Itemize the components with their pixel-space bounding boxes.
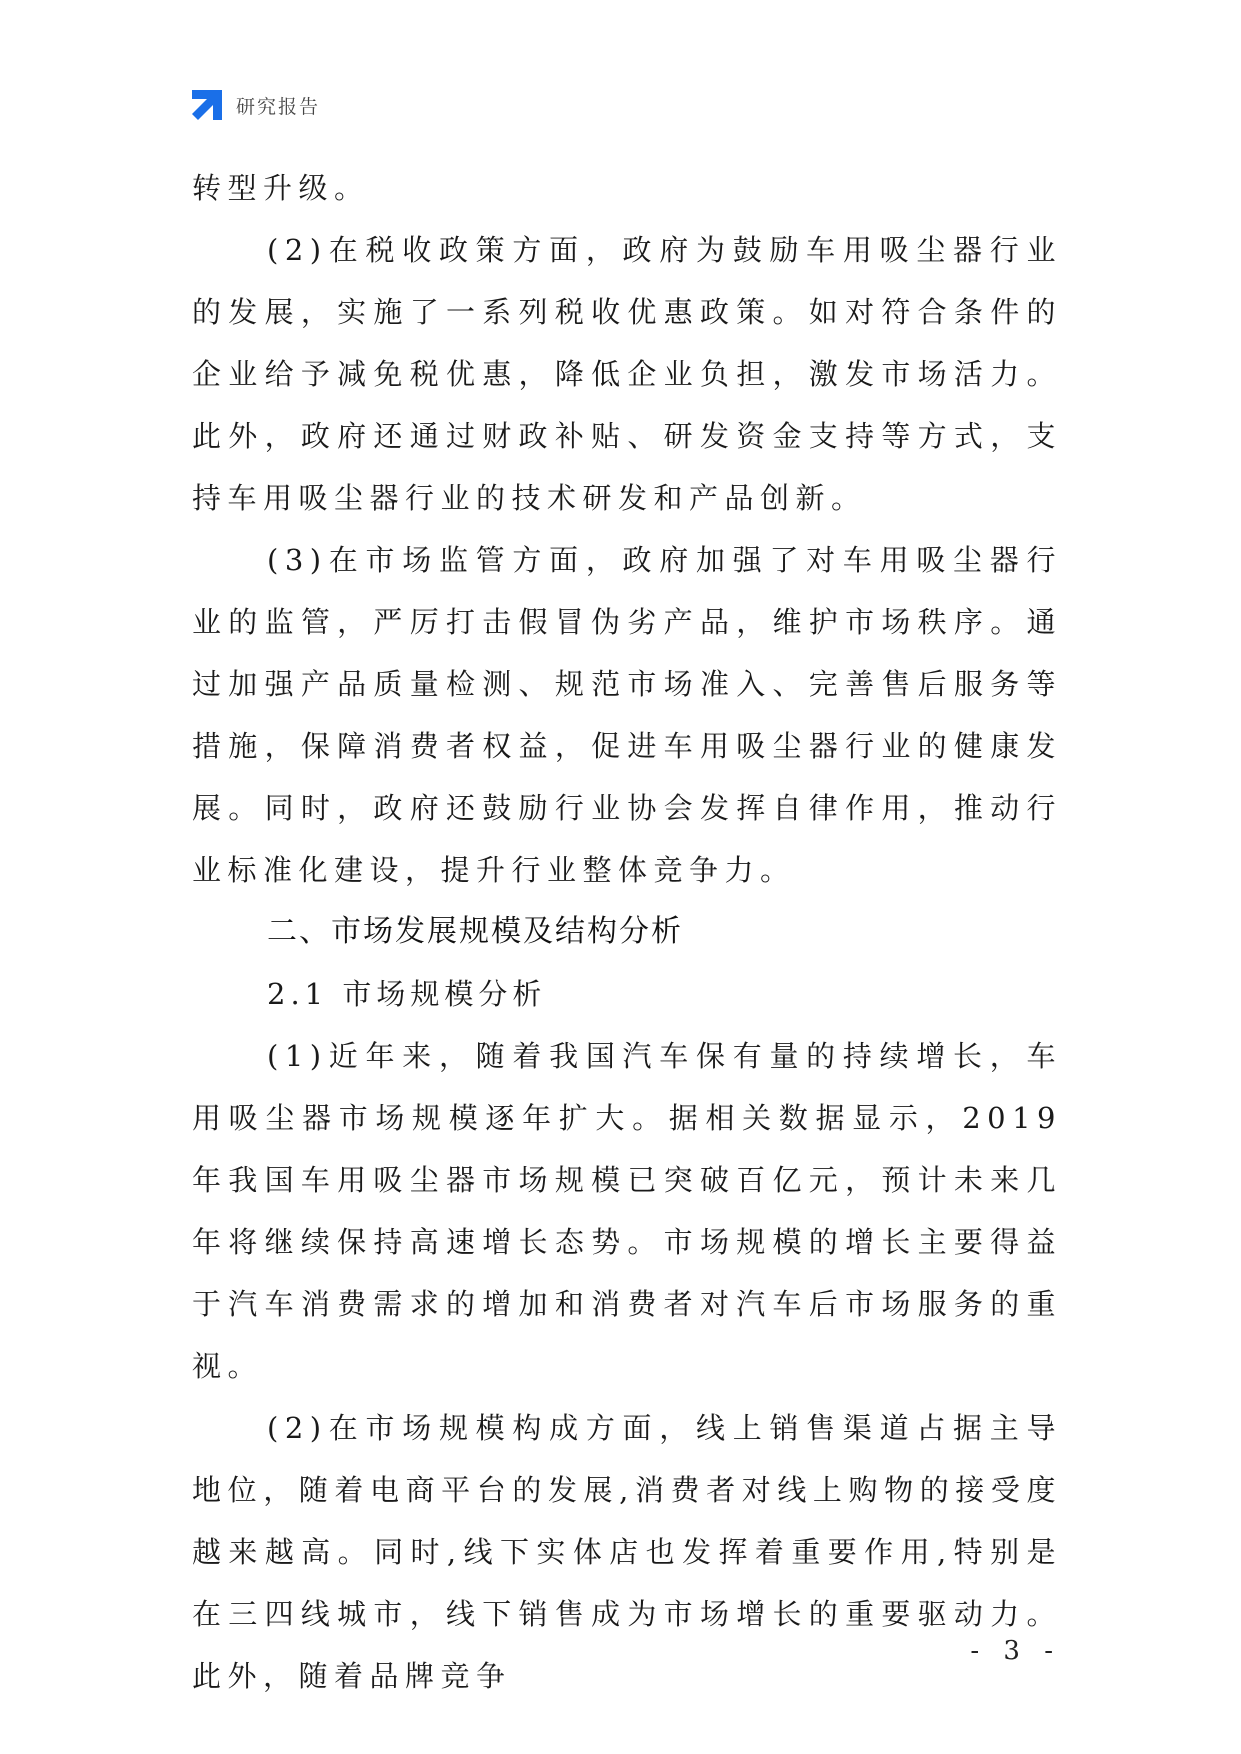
paragraph-market-supervision: (3)在市场监管方面，政府加强了对车用吸尘器行业的监管，严厉打击假冒伪劣产品，维护市场秩序。通过加强产品质量检测、规范市场准入、完善售后服务等措施，保障消费者权益，促进车用吸尘器行业的健康发展。同时，政府还鼓励行业协会发挥自律作用，推动行业标准化建设，提升行业整体竞争力。: [192, 543, 1062, 887]
page-number: - 3 -: [970, 1636, 1061, 1666]
paragraph-continuation: 转型升级。: [192, 171, 370, 205]
arrow-logo-icon: [190, 88, 224, 122]
page-header: [190, 88, 320, 122]
paragraph-tax-policy: (2)在税收政策方面，政府为鼓励车用吸尘器行业的发展，实施了一系列税收优惠政策。如对符合条件的企业给予减免税优惠，降低企业负担，激发市场活力。此外，政府还通过财政补贴、研发资金支持等方式，支持车用吸尘器行业的技术研发和产品创新。: [192, 233, 1062, 515]
section-heading: 二、市场发展规模及结构分析: [267, 914, 683, 949]
header-title: 研究报告: [236, 95, 321, 118]
document-body: [192, 157, 1062, 1707]
subsection-heading: 2.1 市场规模分析: [267, 977, 547, 1011]
paragraph-market-composition: (2)在市场规模构成方面，线上销售渠道占据主导地位，随着电商平台的发展,消费者对线上购物的接受度越来越高。同时,线下实体店也发挥着重要作用,特别是在三四线城市，线下销售成为市场增长的重要驱动力。此外，随着品牌竞争: [192, 1411, 1062, 1693]
paragraph-market-size: (1)近年来，随着我国汽车保有量的持续增长，车用吸尘器市场规模逐年扩大。据相关数据显示，2019年我国车用吸尘器市场规模已突破百亿元，预计未来几年将继续保持高速增长态势。市场规模的增长主要得益于汽车消费需求的增加和消费者对汽车后市场服务的重视。: [192, 1039, 1062, 1383]
